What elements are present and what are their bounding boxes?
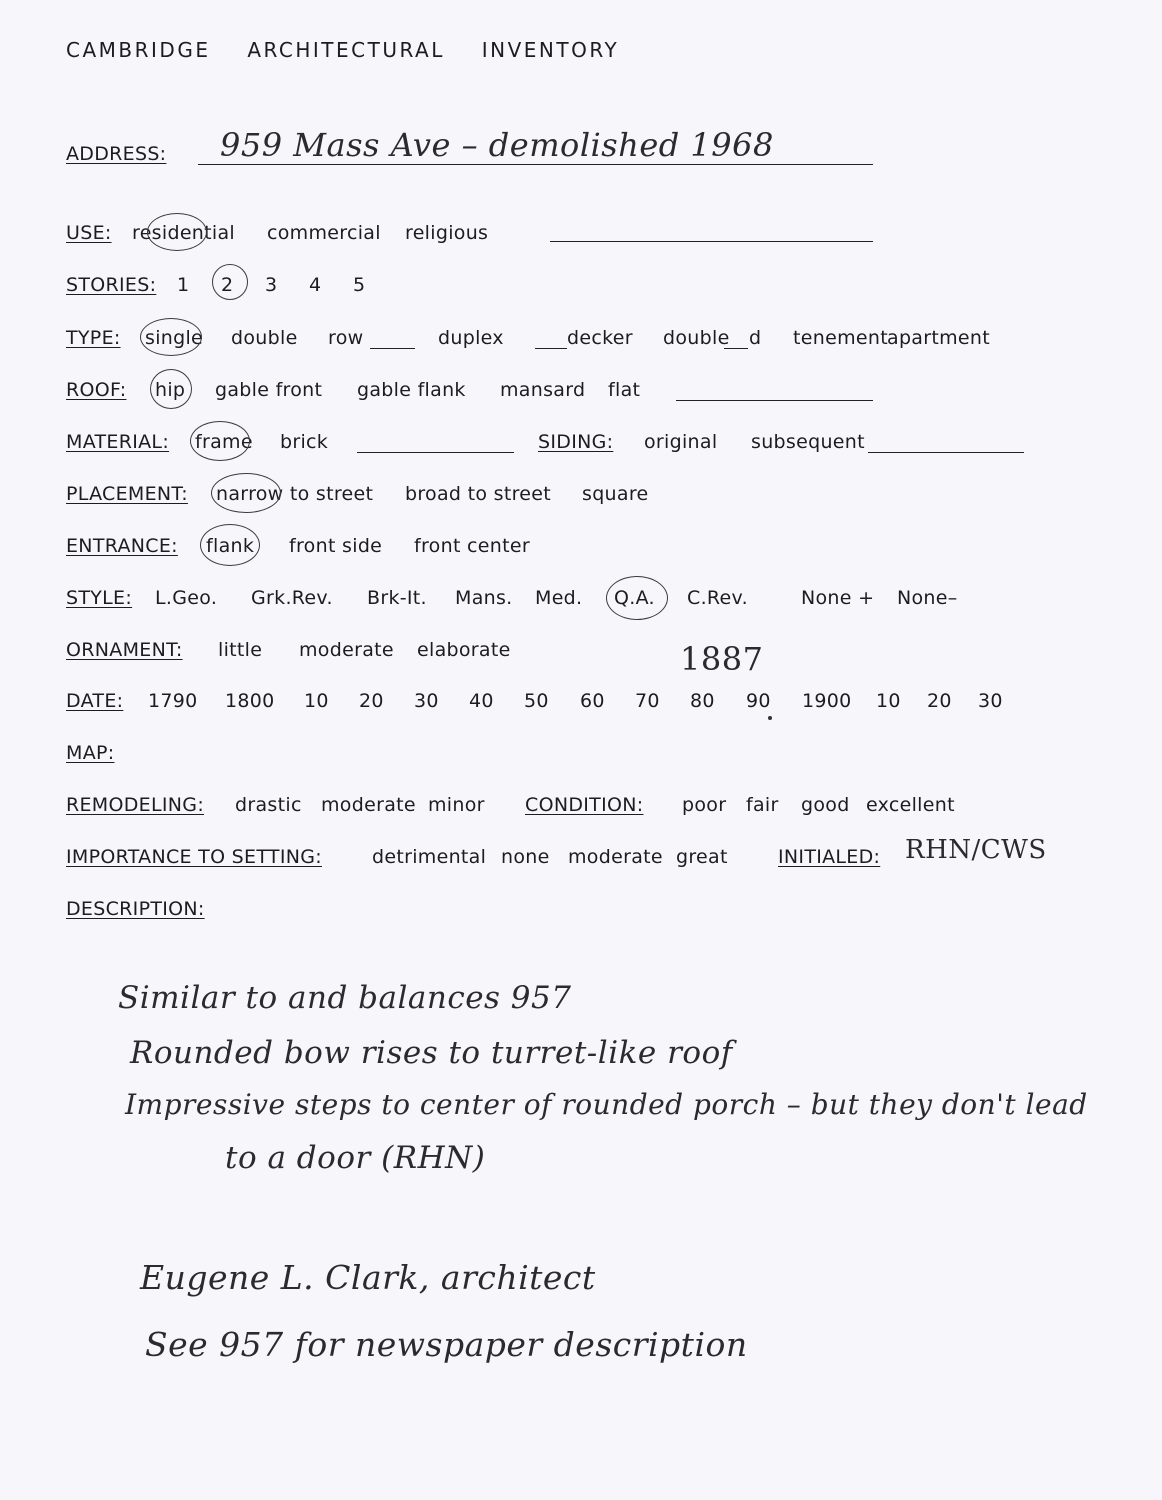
- siding-label: SIDING:: [538, 431, 614, 453]
- stories-option-1: 1: [177, 274, 190, 296]
- siding-other-line: [868, 452, 1024, 453]
- stories-option-5: 5: [353, 274, 366, 296]
- use-selected-circle: [147, 213, 207, 251]
- date-mark-dot: [768, 716, 772, 720]
- description-label: DESCRIPTION:: [66, 898, 205, 920]
- date-label: DATE:: [66, 690, 124, 712]
- date-option-40: 40: [469, 690, 494, 712]
- date-option-1800: 1800: [225, 690, 275, 712]
- style-option-qa: Q.A.: [614, 587, 655, 609]
- type-option-d-suffix: d: [749, 327, 762, 349]
- ornament-option-elaborate: elaborate: [417, 639, 511, 661]
- condition-option-excellent: excellent: [866, 794, 955, 816]
- description-note-2: See 957 for newspaper description: [145, 1325, 748, 1364]
- date-option-1900: 1900: [802, 690, 852, 712]
- style-option-mans: Mans.: [455, 587, 513, 609]
- roof-option-flat: flat: [608, 379, 641, 401]
- stories-option-4: 4: [309, 274, 322, 296]
- use-option-religious: religious: [405, 222, 489, 244]
- type-option-decker: decker: [567, 327, 633, 349]
- remodeling-option-drastic: drastic: [235, 794, 302, 816]
- material-selected-circle: [190, 421, 250, 461]
- type-option-row: row: [328, 327, 364, 349]
- initialed-label: INITIALED:: [778, 846, 881, 868]
- type-option-apartment: apartment: [887, 327, 990, 349]
- date-option-80: 80: [690, 690, 715, 712]
- date-option-30: 30: [414, 690, 439, 712]
- stories-option-2: 2: [221, 274, 234, 296]
- use-label: USE:: [66, 222, 112, 244]
- roof-selected-circle: [150, 369, 192, 409]
- style-option-brkit: Brk-It.: [367, 587, 427, 609]
- condition-option-poor: poor: [682, 794, 727, 816]
- map-label: MAP:: [66, 742, 115, 764]
- date-option-10: 10: [304, 690, 329, 712]
- date-option-20: 20: [359, 690, 384, 712]
- condition-label: CONDITION:: [525, 794, 644, 816]
- date-option-1920: 20: [927, 690, 952, 712]
- ornament-label: ORNAMENT:: [66, 639, 183, 661]
- style-label: STYLE:: [66, 587, 133, 609]
- entrance-label: ENTRANCE:: [66, 535, 178, 557]
- importance-option-moderate: moderate: [568, 846, 663, 868]
- initialed-value: RHN/CWS: [905, 835, 1047, 865]
- roof-label: ROOF:: [66, 379, 127, 401]
- type-label: TYPE:: [66, 327, 121, 349]
- use-other-line: [550, 241, 873, 242]
- material-label: MATERIAL:: [66, 431, 170, 453]
- placement-option-square: square: [582, 483, 649, 505]
- date-option-1790: 1790: [148, 690, 198, 712]
- header-word-2: ARCHITECTURAL: [247, 38, 445, 62]
- type-option-double: double: [231, 327, 298, 349]
- type-option-duplex: duplex: [438, 327, 504, 349]
- placement-selected-circle: [211, 473, 281, 513]
- date-option-70: 70: [635, 690, 660, 712]
- remodeling-option-moderate: moderate: [321, 794, 416, 816]
- importance-option-great: great: [676, 846, 728, 868]
- placement-label: PLACEMENT:: [66, 483, 188, 505]
- entrance-option-front-center: front center: [414, 535, 530, 557]
- address-label: ADDRESS:: [66, 143, 167, 165]
- ornament-option-little: little: [218, 639, 263, 661]
- header-word-3: INVENTORY: [481, 38, 620, 62]
- handwritten-year: 1887: [680, 640, 764, 678]
- style-option-grkrev: Grk.Rev.: [251, 587, 333, 609]
- description-line-4: to a door (RHN): [225, 1140, 486, 1176]
- material-option-frame: frame: [195, 431, 253, 453]
- entrance-option-flank: flank: [206, 535, 255, 557]
- importance-option-none: none: [501, 846, 550, 868]
- type-double-d-line: [724, 348, 748, 349]
- ornament-option-moderate: moderate: [299, 639, 394, 661]
- roof-option-gable-flank: gable flank: [357, 379, 466, 401]
- date-option-1910: 10: [876, 690, 901, 712]
- siding-option-original: original: [644, 431, 718, 453]
- type-option-double-d: double: [663, 327, 730, 349]
- siding-option-subsequent: subsequent: [751, 431, 865, 453]
- type-option-tenement: tenement: [793, 327, 888, 349]
- entrance-selected-circle: [200, 524, 260, 566]
- type-decker-line: [535, 348, 567, 349]
- type-option-single: single: [145, 327, 204, 349]
- style-option-med: Med.: [535, 587, 583, 609]
- header-word-1: CAMBRIDGE: [66, 38, 211, 62]
- stories-option-3: 3: [265, 274, 278, 296]
- use-option-residential: residential: [132, 222, 236, 244]
- date-option-1930: 30: [978, 690, 1003, 712]
- address-value: 959 Mass Ave – demolished 1968: [220, 126, 774, 164]
- condition-option-fair: fair: [746, 794, 779, 816]
- roof-option-hip: hip: [155, 379, 186, 401]
- remodeling-label: REMODELING:: [66, 794, 205, 816]
- condition-option-good: good: [801, 794, 850, 816]
- material-option-brick: brick: [280, 431, 329, 453]
- remodeling-option-minor: minor: [428, 794, 485, 816]
- roof-option-gable-front: gable front: [215, 379, 323, 401]
- importance-option-detrimental: detrimental: [372, 846, 487, 868]
- placement-option-broad: broad to street: [405, 483, 552, 505]
- type-selected-circle: [140, 318, 202, 356]
- importance-label: IMPORTANCE TO SETTING:: [66, 846, 322, 868]
- roof-other-line: [676, 400, 873, 401]
- entrance-option-front-side: front side: [289, 535, 383, 557]
- description-line-2: Rounded bow rises to turret-like roof: [130, 1035, 733, 1071]
- description-note-1: Eugene L. Clark, architect: [140, 1258, 596, 1297]
- stories-label: STORIES:: [66, 274, 157, 296]
- style-option-none-plus: None +: [801, 587, 875, 609]
- date-option-60: 60: [580, 690, 605, 712]
- use-option-commercial: commercial: [267, 222, 381, 244]
- style-option-none-minus: None–: [897, 587, 958, 609]
- form-header: [66, 38, 647, 62]
- placement-option-narrow: narrow to street: [216, 483, 374, 505]
- date-option-50: 50: [524, 690, 549, 712]
- style-option-lgeo: L.Geo.: [155, 587, 218, 609]
- style-option-crev: C.Rev.: [687, 587, 748, 609]
- address-line: [198, 164, 873, 165]
- style-selected-circle: [606, 576, 668, 620]
- material-other-line: [357, 452, 514, 453]
- type-row-line: [370, 348, 415, 349]
- roof-option-mansard: mansard: [500, 379, 586, 401]
- date-option-90: 90: [746, 690, 771, 712]
- description-line-1: Similar to and balances 957: [118, 980, 572, 1016]
- description-line-3: Impressive steps to center of rounded porch – but they don't lead: [125, 1088, 1088, 1121]
- stories-selected-circle: [212, 264, 248, 300]
